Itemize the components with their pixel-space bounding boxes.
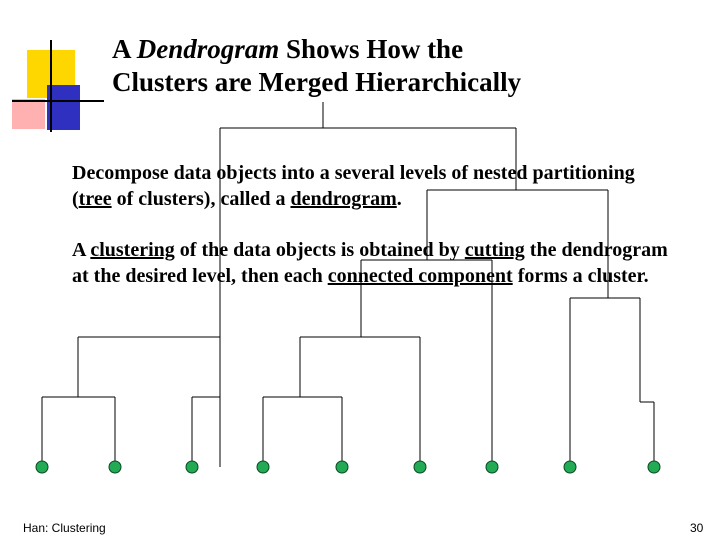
title-emphasis: Dendrogram <box>136 34 280 64</box>
footer-source: Han: Clustering <box>23 521 106 535</box>
dendrogram-leaves <box>36 397 660 473</box>
p1-text-3: . <box>396 188 402 210</box>
p1-text-2: of clusters), called a <box>111 188 291 210</box>
title-line2: Clusters are Merged Hierarchically <box>112 67 522 97</box>
p2-text-1: A <box>72 239 91 261</box>
p1-text-1: Decompose data objects into a several levels of nested partitioning ( <box>72 162 635 210</box>
p2-term-cutting: cutting <box>464 239 525 261</box>
p2-text-2: of the data objects is obtained by <box>174 239 465 261</box>
leaf-node <box>486 461 498 473</box>
leaf-node <box>564 461 576 473</box>
leaf-node <box>648 461 660 473</box>
title-prefix: A <box>112 34 137 64</box>
p2-text-3: the dendrogram at the desired level, then each <box>72 239 668 287</box>
p2-text-4: forms a cluster. <box>512 265 649 287</box>
title-suffix: Shows How the <box>279 34 464 64</box>
p1-term-dendrogram: dendrogram <box>290 188 397 210</box>
leaf-node <box>336 461 348 473</box>
leaf-node <box>186 461 198 473</box>
paragraph-clustering <box>72 237 672 289</box>
page-number: 30 <box>690 521 704 535</box>
leaf-node <box>414 461 426 473</box>
p2-term-clustering: clustering <box>90 239 175 261</box>
p2-term-connected-component: connected component <box>327 265 513 287</box>
leaf-node <box>257 461 269 473</box>
leaf-node <box>36 461 48 473</box>
leaf-node <box>109 461 121 473</box>
p1-term-tree: tree <box>78 188 112 210</box>
paragraph-decompose <box>72 160 672 212</box>
